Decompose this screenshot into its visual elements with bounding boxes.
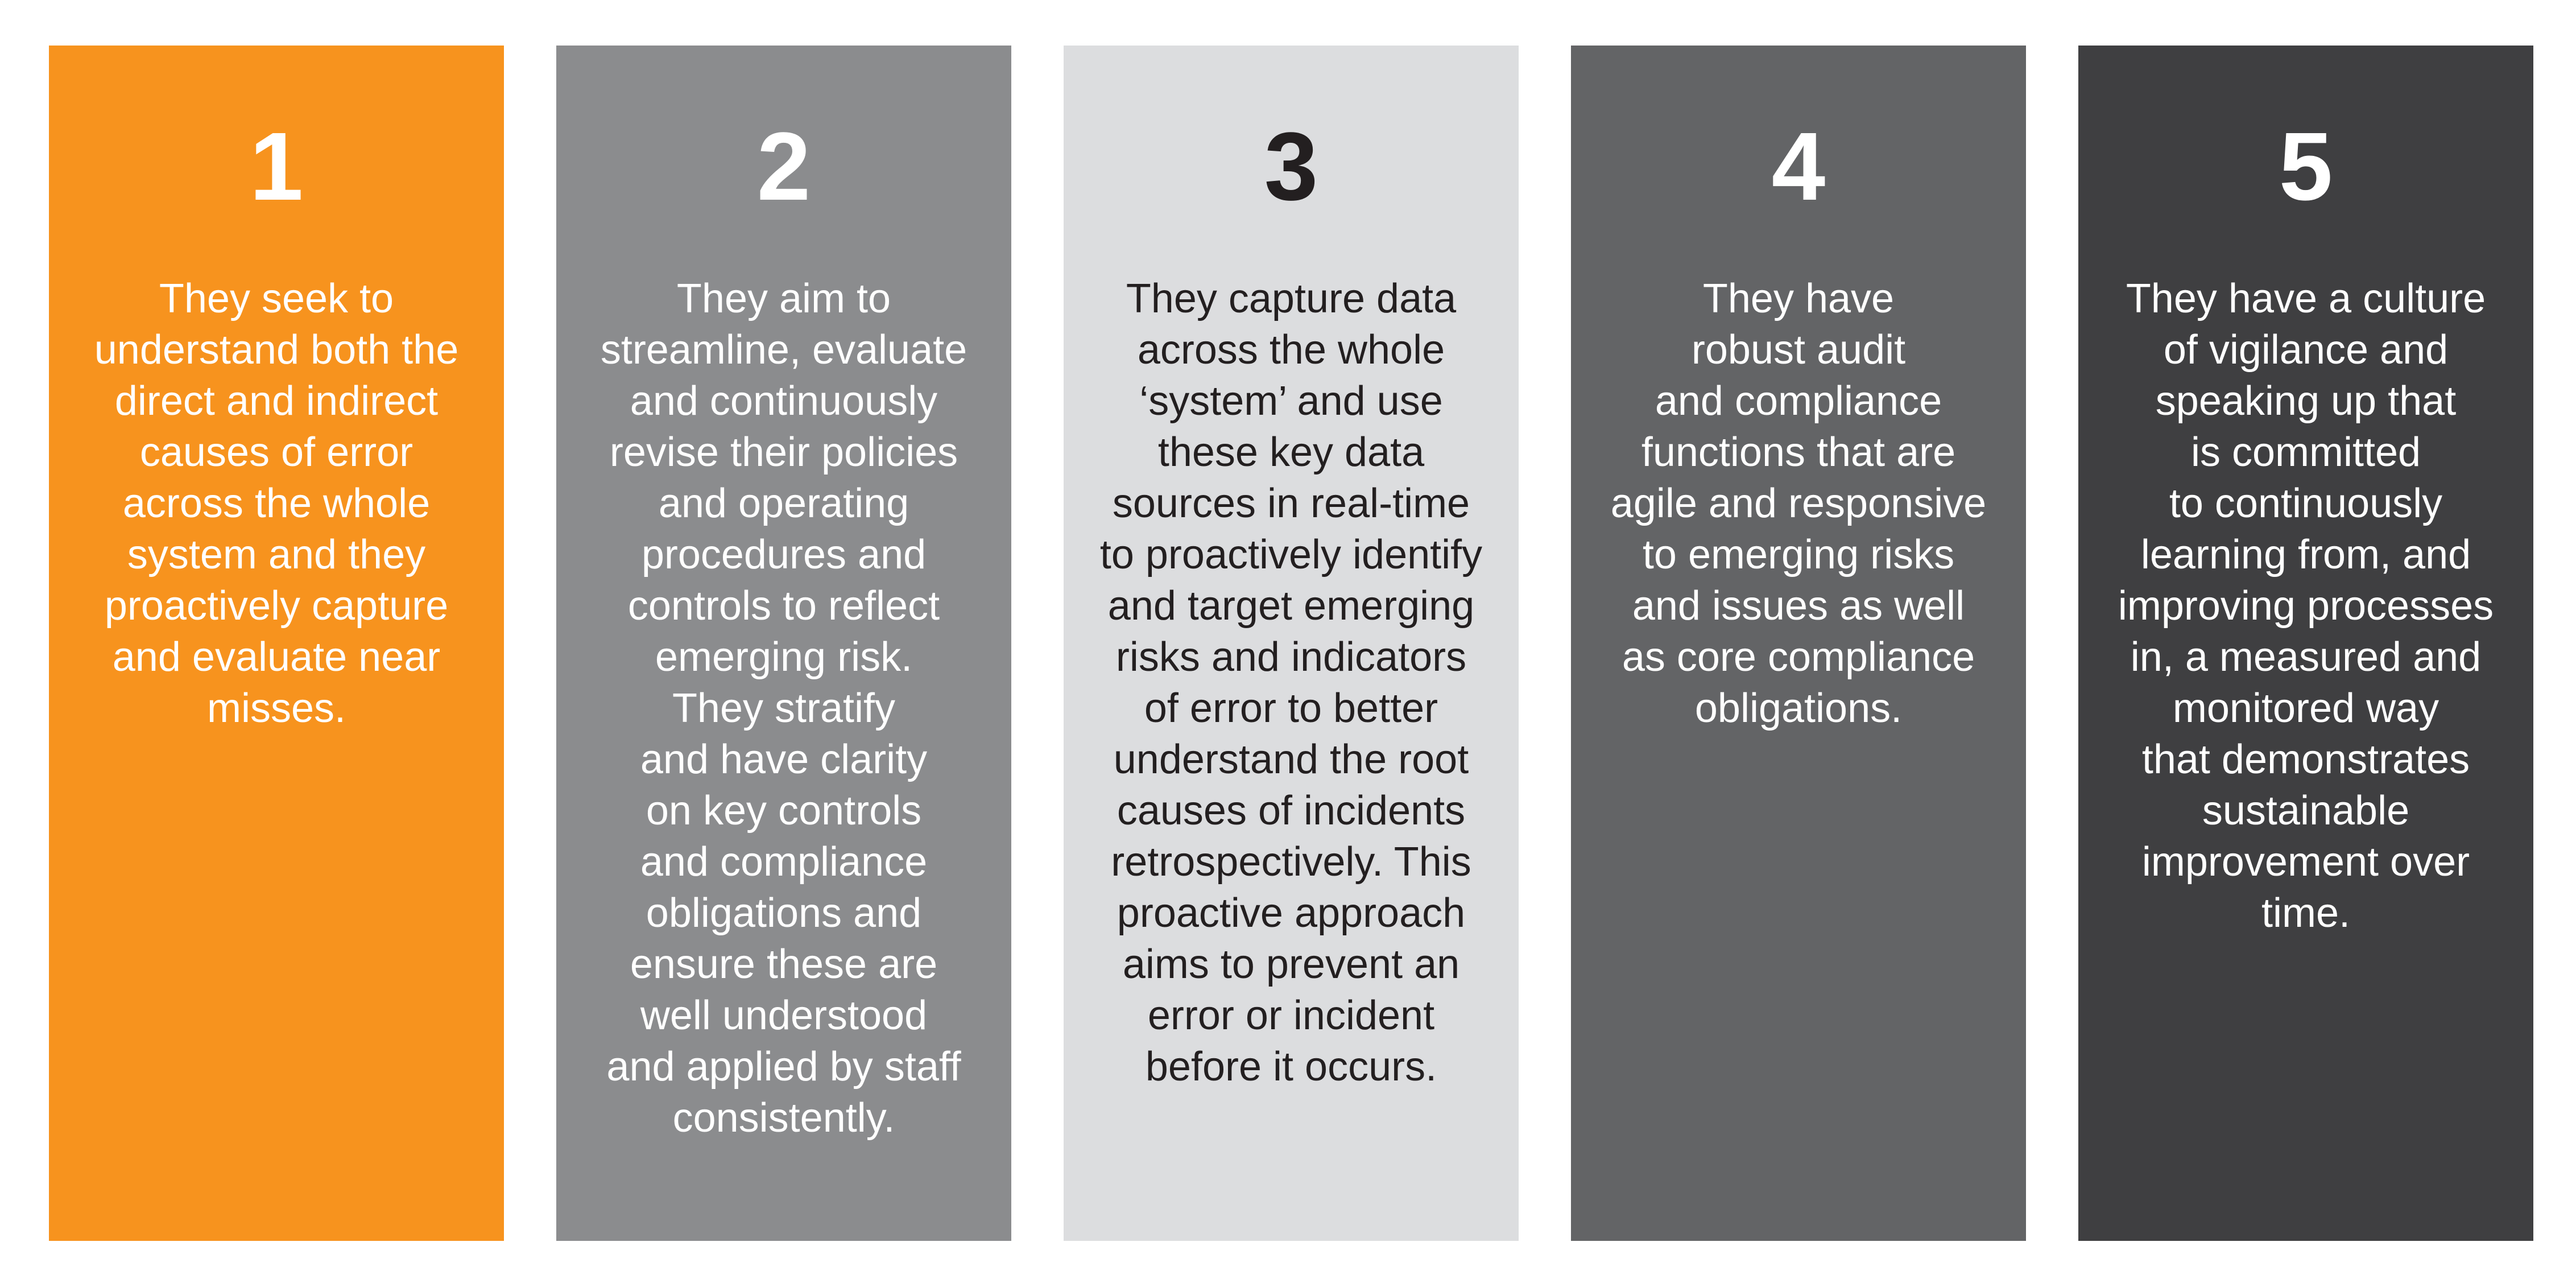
- panel-1-number: 1: [249, 113, 304, 221]
- panel-5-number: 5: [2279, 113, 2333, 221]
- panel-3-text: They capture data across the whole ‘system’ and use these key data sources in real-time to proactively identify and target emerging risks and indicators of error to better understand the root causes of incidents retrospectively. This proactive approach aims to prevent an error or incident before it occurs.: [1099, 276, 1483, 1090]
- panel-4-number: 4: [1771, 113, 1826, 221]
- panel-1: [49, 46, 504, 1241]
- panel-4: [1571, 46, 2026, 1241]
- panel-3: [1064, 46, 1519, 1241]
- panel-2: [556, 46, 1011, 1241]
- panel-1-text: They seek to understand both the direct and indirect causes of error across the whole system and they proactively capture and evaluate near misses.: [94, 276, 459, 731]
- panel-2-number: 2: [756, 113, 811, 221]
- panel-5-text: They have a culture of vigilance and speaking up that is committed to continuously learning from, and improving processes in, a measured and monitored way that demonstrates sustainable improvement over time.: [2118, 276, 2494, 936]
- panel-3-number: 3: [1264, 113, 1318, 221]
- panel-2-text: They aim to streamline, evaluate and continuously revise their policies and operating procedures and controls to reflect emerging risk. They stratify and have clarity on key controls and compliance obligations and ensure these are well understood and applied by staff consistently.: [600, 276, 967, 1141]
- panel-4-text: They have robust audit and compliance functions that are agile and responsive to emerging risks and issues as well as core compliance obligations.: [1610, 276, 1987, 731]
- panel-5: [2078, 46, 2533, 1241]
